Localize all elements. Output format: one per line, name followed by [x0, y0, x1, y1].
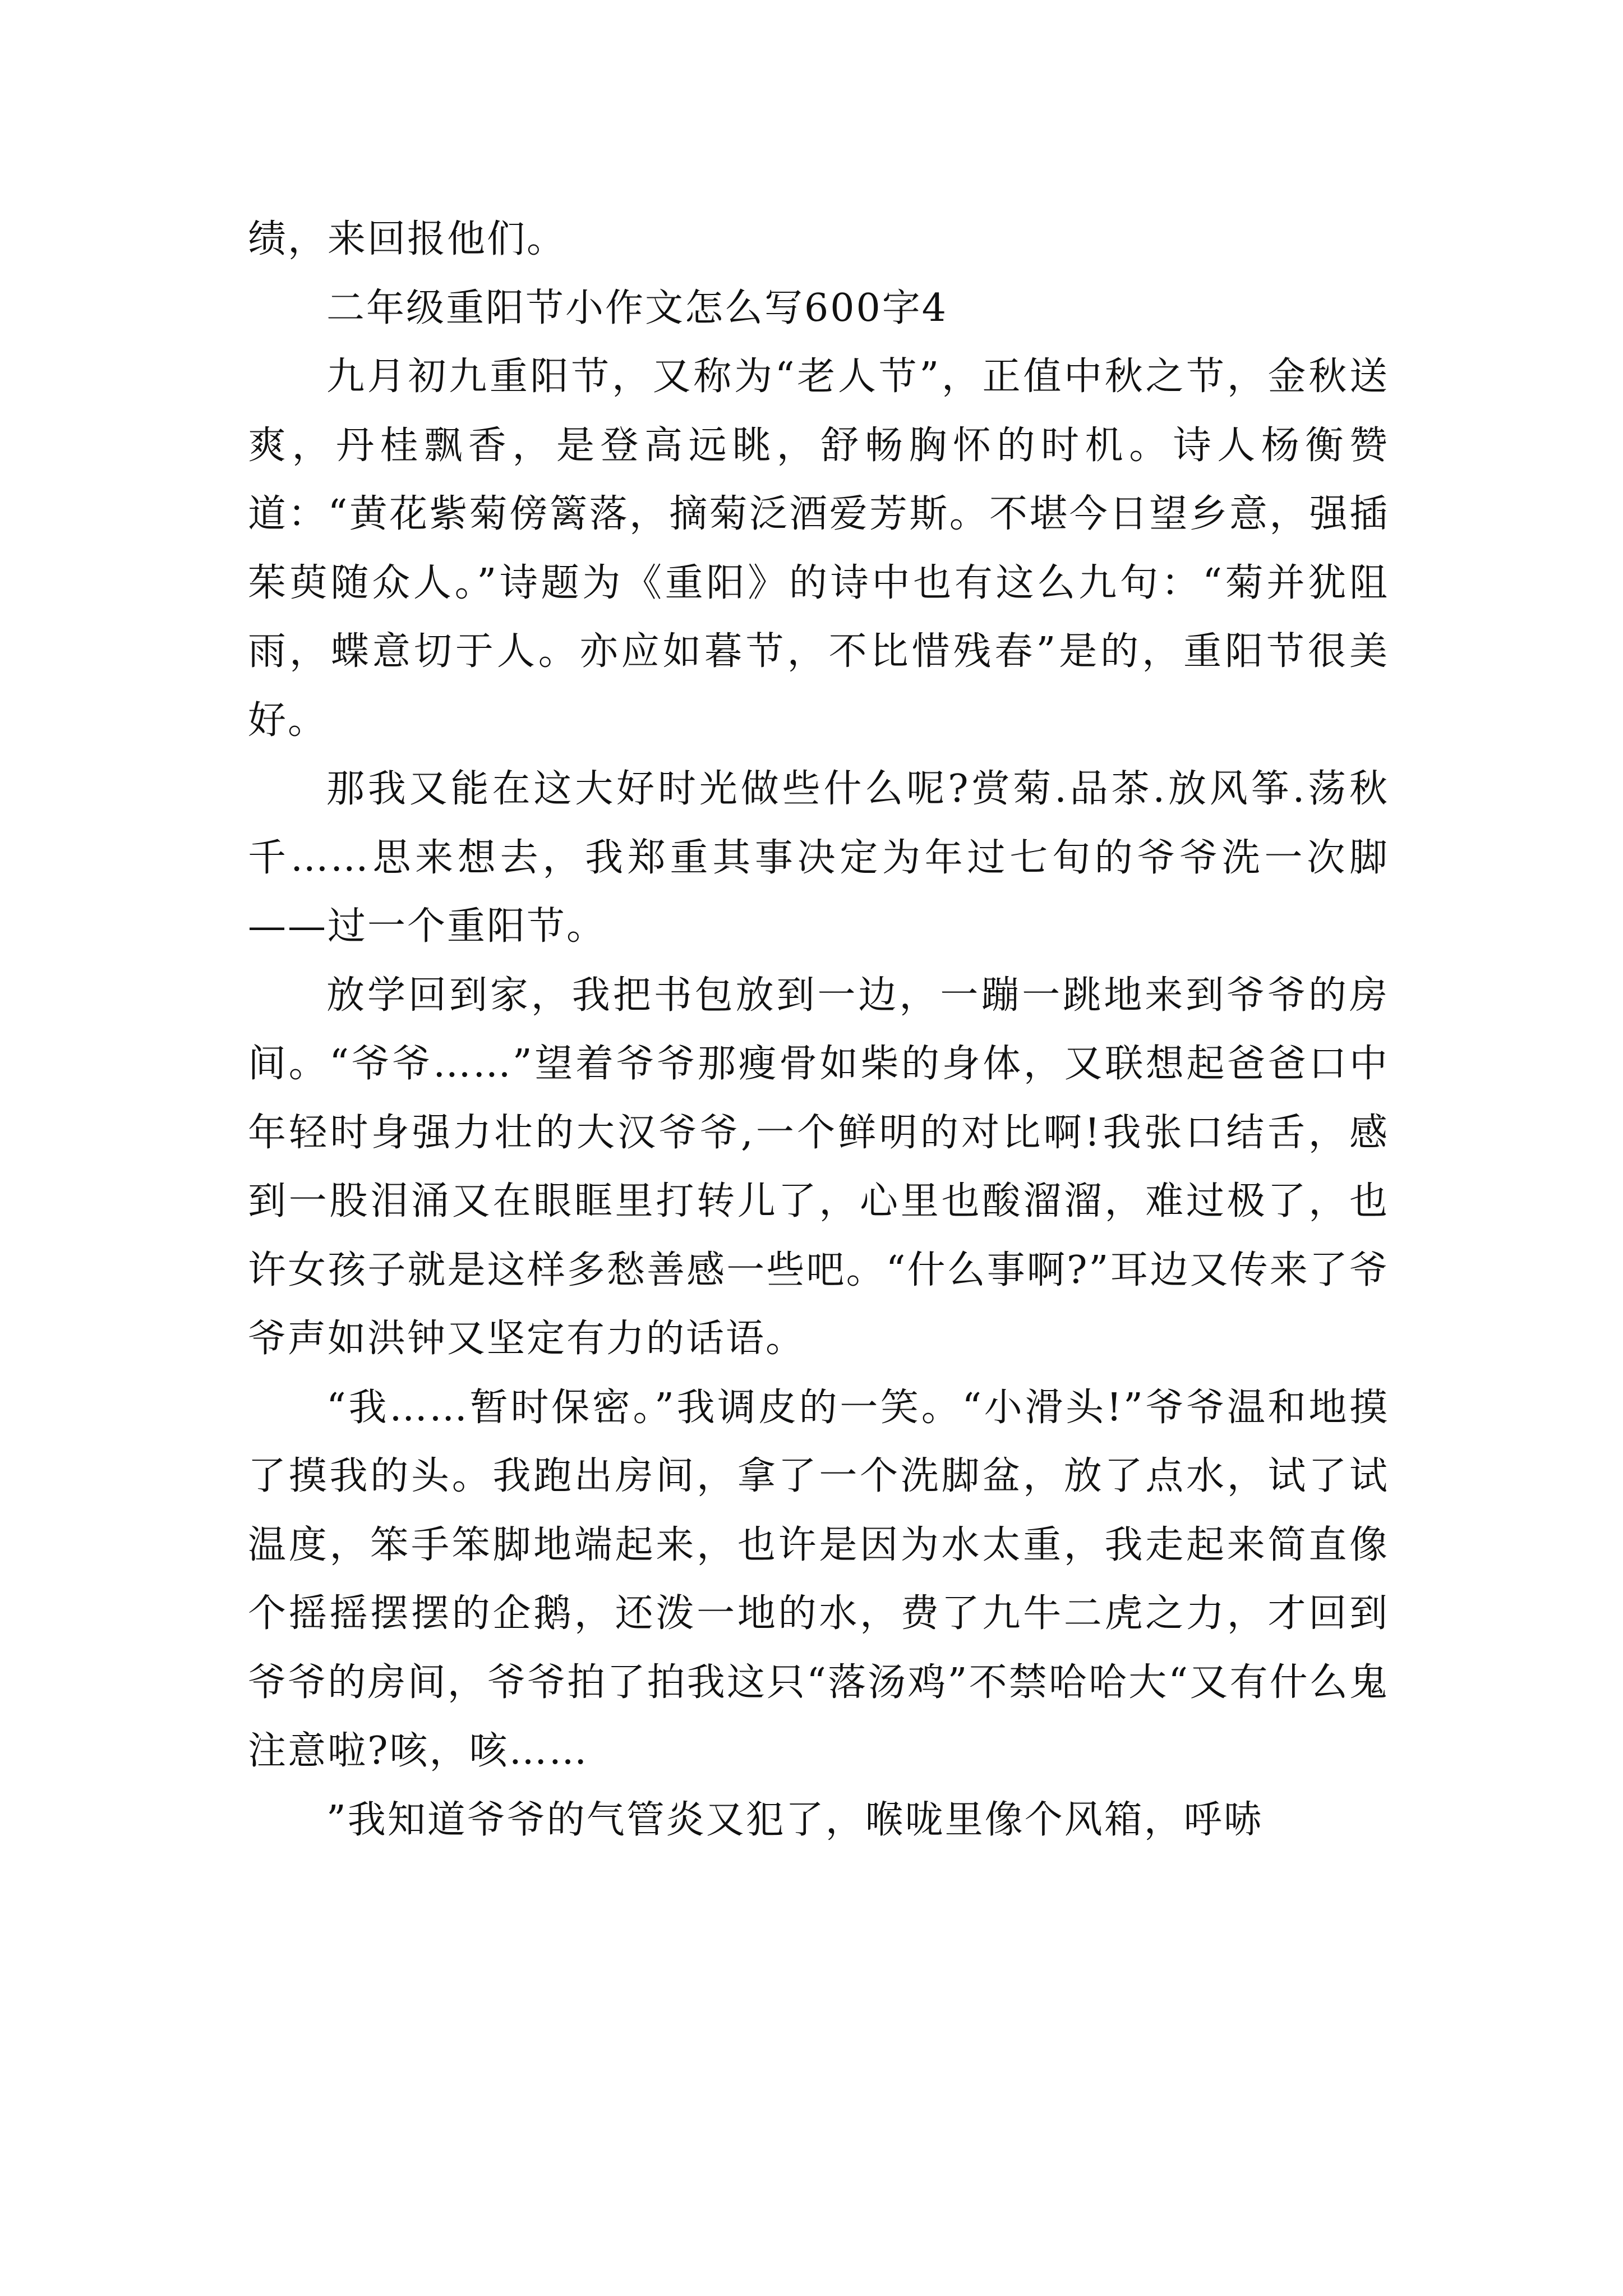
section-heading: 二年级重阳节小作文怎么写600字4 [326, 286, 948, 330]
paragraph-3: 九月初九重阳节，又称为“老人节”，正值中秋之节，金秋送爽，丹桂飘香，是登高远眺，舒畅胸怀的时机。诗人杨衡赞道：“黄花紫菊傍篱落，摘菊泛酒爱芳斯。不堪今日望乡意，强插茱萸随众人。”诗题为《重阳》的诗中也有这么九句：“菊并犹阻雨，蝶意切于人。亦应如暮节，不比惜残春”是的，重阳节很美好。 [248, 355, 1389, 743]
paragraph-5: 放学回到家，我把书包放到一边，一蹦一跳地来到爷爷的房间。“爷爷……”望着爷爷那瘦骨如柴的身体，又联想起爸爸口中年轻时身强力壮的大汉爷爷,一个鲜明的对比啊!我张口结舌，感到一股泪涌又在眼眶里打转儿了，心里也酸溜溜，难过极了，也许女孩子就是这样多愁善感一些吧。“什么事啊?”耳边又传来了爷爷声如洪钟又坚定有力的话语。 [248, 973, 1389, 1361]
body-text [248, 205, 1389, 1855]
paragraph-7: ”我知道爷爷的气管炎又犯了，喉咙里像个风箱，呼哧 [326, 1797, 1264, 1842]
paragraph-6: “我……暂时保密。”我调皮的一笑。“小滑头!”爷爷温和地摸了摸我的头。我跑出房间，拿了一个洗脚盆，放了点水，试了试温度，笨手笨脚地端起来，也许是因为水太重，我走起来简直像个摇摇摆摆的企鹅，还泼一地的水，费了九牛二虎之力，才回到爷爷的房间，爷爷拍了拍我这只“落汤鸡”不禁哈哈大“又有什么鬼注意啦?咳，咳…… [248, 1385, 1389, 1773]
paragraph-4: 那我又能在这大好时光做些什么呢?赏菊.品茶.放风筝.荡秋千……思来想去，我郑重其事决定为年过七旬的爷爷洗一次脚——过一个重阳节。 [248, 767, 1389, 949]
paragraph-1: 绩，来回报他们。 [248, 217, 567, 261]
